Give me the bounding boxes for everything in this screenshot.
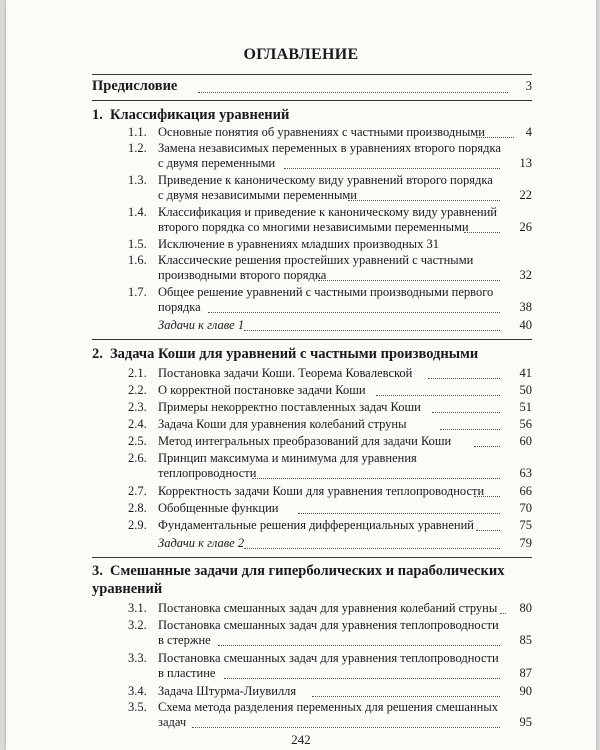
entry-number: 3.3. [128, 651, 147, 665]
entry-page: 32 [519, 268, 532, 282]
entry-number: 2.5. [128, 434, 147, 448]
entry-page: 66 [519, 484, 532, 498]
entry-text: Общее решение уравнений с частными производными первого [158, 285, 494, 299]
entry-page: 50 [519, 383, 532, 397]
leader-dots [474, 496, 500, 497]
toc-entry [128, 434, 532, 449]
entry-page: 63 [519, 466, 532, 480]
entry-page: 41 [519, 366, 532, 380]
leader-dots [218, 645, 500, 646]
toc-entry [128, 285, 532, 315]
leader-dots [252, 478, 500, 479]
chapter-number: 2. [92, 346, 103, 362]
entry-number: 1.2. [128, 141, 147, 155]
leader-dots [198, 92, 508, 93]
entry-number: 3.5. [128, 700, 147, 714]
entry-text: Основные понятия об уравнениях с частными производными [158, 125, 485, 139]
toc-entry [128, 601, 532, 616]
leader-dots [476, 530, 500, 531]
page-number: 242 [291, 732, 311, 747]
chapter-3-heading-cont [92, 581, 532, 598]
entry-text: Метод интегральных преобразований для задачи Коши [158, 434, 452, 448]
entry-text: Принцип максимума и минимума для уравнения [158, 451, 417, 465]
leader-dots [464, 232, 500, 233]
entry-page: 4 [525, 125, 532, 139]
toc-entry [128, 518, 532, 533]
entry-number: 1.4. [128, 205, 147, 219]
toc-entry [128, 237, 532, 252]
entry-number: 1.7. [128, 285, 147, 299]
chapter-title: уравнений [92, 581, 163, 597]
top-rule [92, 74, 532, 75]
entry-text: Постановка смешанных задач для уравнения колебаний струны [158, 601, 498, 615]
entry-number: 2.7. [128, 484, 147, 498]
entry-page: 70 [519, 501, 532, 515]
entry-page: 56 [519, 417, 532, 431]
chapter-1-heading [92, 107, 532, 124]
entry-number: 3.4. [128, 684, 147, 698]
entry-number: 2.1. [128, 366, 147, 380]
entry-page: 85 [519, 633, 532, 647]
entry-number: 2.3. [128, 400, 147, 414]
entry-page: 51 [519, 400, 532, 414]
tasks-label: Задачи к главе 1 [158, 318, 245, 332]
entry-page: 26 [519, 220, 532, 234]
leader-dots [428, 378, 500, 379]
toc-entry [128, 700, 532, 730]
rule [92, 557, 532, 558]
entry-page: 90 [519, 684, 532, 698]
leader-dots [376, 395, 500, 396]
entry-text: Примеры некорректно поставленных задач Коши [158, 400, 421, 414]
entry-text: Постановка смешанных задач для уравнения теплопроводности [158, 618, 499, 632]
rule [92, 100, 532, 101]
entry-text: задач [158, 715, 187, 729]
entry-page: 40 [519, 318, 532, 332]
entry-text: производными второго порядка [158, 268, 327, 282]
chapter-number: 3. [92, 563, 103, 579]
leader-dots [284, 168, 500, 169]
entry-number: 2.6. [128, 451, 147, 465]
entry-page: 13 [519, 156, 532, 170]
entry-text: Замена независимых переменных в уравнениях второго порядка [158, 141, 501, 155]
entry-number: 2.9. [128, 518, 147, 532]
chapter-3-heading [92, 563, 532, 580]
entry-page: 75 [519, 518, 532, 532]
leader-dots [476, 137, 514, 138]
entry-number: 2.8. [128, 501, 147, 515]
entry-number: 1.3. [128, 173, 147, 187]
entry-text: с двумя независимыми переменными [158, 188, 357, 202]
entry-text: Схема метода разделения переменных для решения смешанных [158, 700, 499, 714]
leader-dots [432, 412, 500, 413]
toc-entry [128, 484, 532, 499]
entry-text: Приведение к каноническому виду уравнений второго порядка [158, 173, 493, 187]
rule [92, 339, 532, 340]
entry-text: порядка [158, 300, 201, 314]
toc-entry [128, 651, 532, 681]
entry-number: 1.1. [128, 125, 147, 139]
chapter-title: Задача Коши для уравнений с частными производными [110, 346, 479, 362]
entry-number: 3.1. [128, 601, 147, 615]
leader-dots [298, 513, 500, 514]
preface-page: 3 [525, 79, 532, 93]
leader-dots [192, 727, 500, 728]
entry-text: в стержне [158, 633, 211, 647]
toc-entry [128, 125, 532, 140]
entry-page: 80 [519, 601, 532, 615]
entry-number: 2.4. [128, 417, 147, 431]
entry-page: 95 [519, 715, 532, 729]
entry-text: О корректной постановке задачи Коши [158, 383, 366, 397]
leader-dots [224, 678, 500, 679]
entry-page: 87 [519, 666, 532, 680]
chapter-title: Смешанные задачи для гиперболических и параболических [110, 563, 505, 579]
entry-number: 3.2. [128, 618, 147, 632]
entry-text: Задача Штурма-Лиувилля [158, 684, 297, 698]
toc-entry [128, 141, 532, 171]
entry-text: Фундаментальные решения дифференциальных уравнений [158, 518, 474, 532]
toc-title: ОГЛАВЛЕНИЕ [243, 46, 359, 63]
toc-entry [128, 173, 532, 203]
leader-dots [440, 429, 500, 430]
leader-dots [500, 613, 506, 614]
leader-dots [244, 548, 500, 549]
toc-entry [128, 451, 532, 481]
tasks-label: Задачи к главе 2 [158, 536, 245, 550]
chapter-2-heading [92, 346, 532, 363]
entry-page: 79 [519, 536, 532, 550]
entry-text: второго порядка со многими независимыми переменными [158, 220, 469, 234]
preface-label: Предисловие [92, 78, 178, 94]
entry-text: Постановка смешанных задач для уравнения теплопроводности [158, 651, 499, 665]
entry-number: 1.6. [128, 253, 147, 267]
entry-number: 2.2. [128, 383, 147, 397]
entry-page: 38 [519, 300, 532, 314]
toc-entry [128, 618, 532, 648]
chapter-title: Классификация уравнений [110, 107, 290, 123]
entry-text: Классификация и приведение к каноническому виду уравнений [158, 205, 497, 219]
entry-text: Классические решения простейших уравнений с частными [158, 253, 474, 267]
entry-text: Постановка задачи Коши. Теорема Ковалевской [158, 366, 413, 380]
leader-dots [208, 312, 500, 313]
leader-dots [244, 330, 500, 331]
toc-entry [128, 205, 532, 235]
entry-number: 1.5. [128, 237, 147, 251]
book-page [6, 0, 596, 750]
entry-text: с двумя переменными [158, 156, 276, 170]
leader-dots [348, 200, 500, 201]
entry-text: в пластине [158, 666, 216, 680]
entry-text: теплопроводности [158, 466, 257, 480]
entry-text: Задача Коши для уравнения колебаний струны [158, 417, 407, 431]
entry-text: Корректность задачи Коши для уравнения теплопроводности [158, 484, 485, 498]
leader-dots [312, 696, 500, 697]
leader-dots [474, 446, 500, 447]
entry-text: Исключение в уравнениях младших производных 31 [158, 237, 439, 251]
chapter-number: 1. [92, 107, 103, 123]
leader-dots [318, 280, 500, 281]
toc-entry [128, 253, 532, 283]
entry-page: 22 [519, 188, 532, 202]
entry-page: 60 [519, 434, 532, 448]
entry-text: Обобщенные функции [158, 501, 279, 515]
